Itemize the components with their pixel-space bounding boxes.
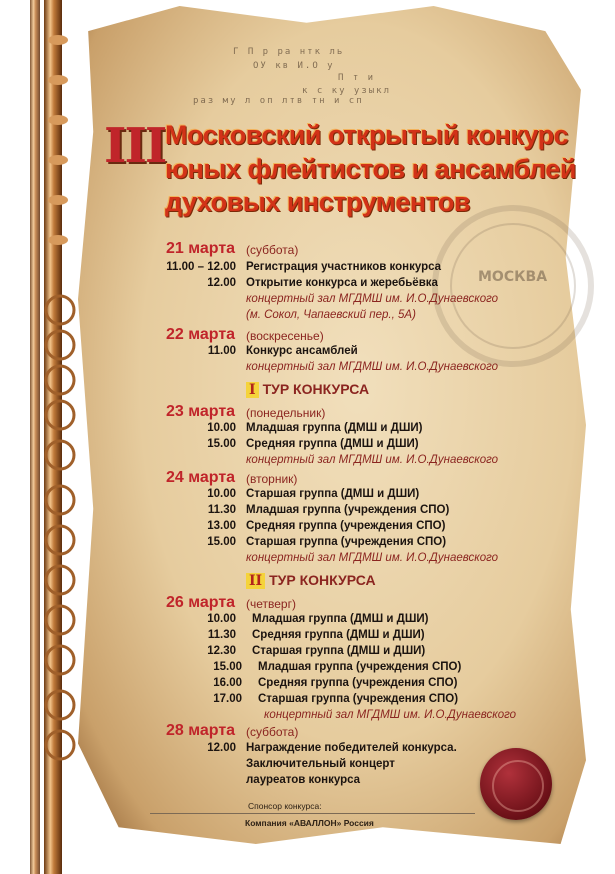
event: Старшая группа (учреждения СПО) [258,693,459,705]
round-label: ТУР КОНКУРСА [262,381,370,397]
weekday: (понедельник) [246,406,326,420]
event: Младшая группа (ДМШ и ДШИ) [246,422,423,434]
event: Младшая группа (учреждения СПО) [246,504,450,516]
flute-illustration [20,0,90,874]
time: 11.30 [207,629,236,641]
time: 11.00 – 12.00 [166,261,236,273]
event: Награждение победителей конкурса. [246,742,457,754]
sponsor-company: Компания «АВАЛЛОН» Россия [245,818,374,828]
edition-roman-numeral: III [104,118,166,174]
weekday: (суббота) [246,725,299,739]
time: 10.00 [207,488,236,500]
moscow-stamp [432,205,594,367]
round-label: ТУР КОНКУРСА [269,572,376,588]
time: 15.00 [207,536,236,548]
round-heading [246,381,369,398]
event: Средняя группа (учреждения СПО) [246,520,446,532]
weekday: (вторник) [246,472,298,486]
weekday: (воскресенье) [246,329,324,343]
time: 17.00 [213,693,242,705]
venue: концертный зал МГДМШ им. И.О.Дунаевского [264,709,517,721]
event: лауреатов конкурса [246,774,361,786]
time: 10.00 [207,613,236,625]
time: 16.00 [213,677,242,689]
event: Средняя группа (ДМШ и ДШИ) [246,438,419,450]
time: 12.30 [207,645,236,657]
date-heading: 28 марта [166,722,236,739]
time: 10.00 [207,422,236,434]
event: Средняя группа (ДМШ и ДШИ) [252,629,425,641]
event: Старшая группа (учреждения СПО) [246,536,447,548]
event: Регистрация участников конкурса [246,261,442,273]
time: 15.00 [213,661,242,673]
weekday: (четверг) [246,597,296,611]
score-fragment: ОУ кв И.О у [253,61,335,71]
score-fragment: раз му л оп лтв тн и сп [193,96,364,106]
event: Конкурс ансамблей [246,345,358,357]
venue-address: (м. Сокол, Чапаевский пер., 5А) [246,309,416,321]
venue: концертный зал МГДМШ им. И.О.Дунаевского [246,552,499,564]
event: Младшая группа (ДМШ и ДШИ) [252,613,429,625]
score-fragment: к с ку узыкл [302,86,392,96]
event: Средняя группа (учреждения СПО) [258,677,458,689]
wax-seal [480,748,552,820]
venue: концертный зал МГДМШ им. И.О.Дунаевского [246,454,499,466]
round-number: II [246,573,265,589]
time: 12.00 [207,277,236,289]
event: Младшая группа (учреждения СПО) [258,661,462,673]
event: Заключительный концерт [246,758,395,770]
time: 11.00 [207,345,236,357]
round-heading [246,572,376,589]
event: Старшая группа (ДМШ и ДШИ) [246,488,420,500]
date-heading: 22 марта [166,326,236,343]
date-heading: 21 марта [166,240,236,257]
round-number: I [246,382,259,398]
time: 15.00 [207,438,236,450]
weekday: (суббота) [246,243,299,257]
score-fragment: П т и [338,73,376,83]
time: 11.30 [207,504,236,516]
stamp-text: МОСКВА [478,269,548,285]
title-line-2: юных флейтистов и ансамблей [165,154,576,184]
date-heading: 24 марта [166,469,236,486]
event: Открытие конкурса и жеребьёвка [246,277,438,289]
sponsor-label: Спонсор конкурса: [248,801,322,811]
date-heading: 23 марта [166,403,236,420]
divider [150,813,475,814]
title-line-1: Московский открытый конкурс [165,120,569,150]
date-heading: 26 марта [166,594,236,611]
venue: концертный зал МГДМШ им. И.О.Дунаевского [246,361,499,373]
event: Старшая группа (ДМШ и ДШИ) [252,645,426,657]
time: 13.00 [207,520,236,532]
venue: концертный зал МГДМШ им. И.О.Дунаевского [246,293,499,305]
score-fragment: Г П р ра нтк ль [233,47,345,57]
title-line-3: духовых инструментов [165,187,471,217]
time: 12.00 [207,742,236,754]
